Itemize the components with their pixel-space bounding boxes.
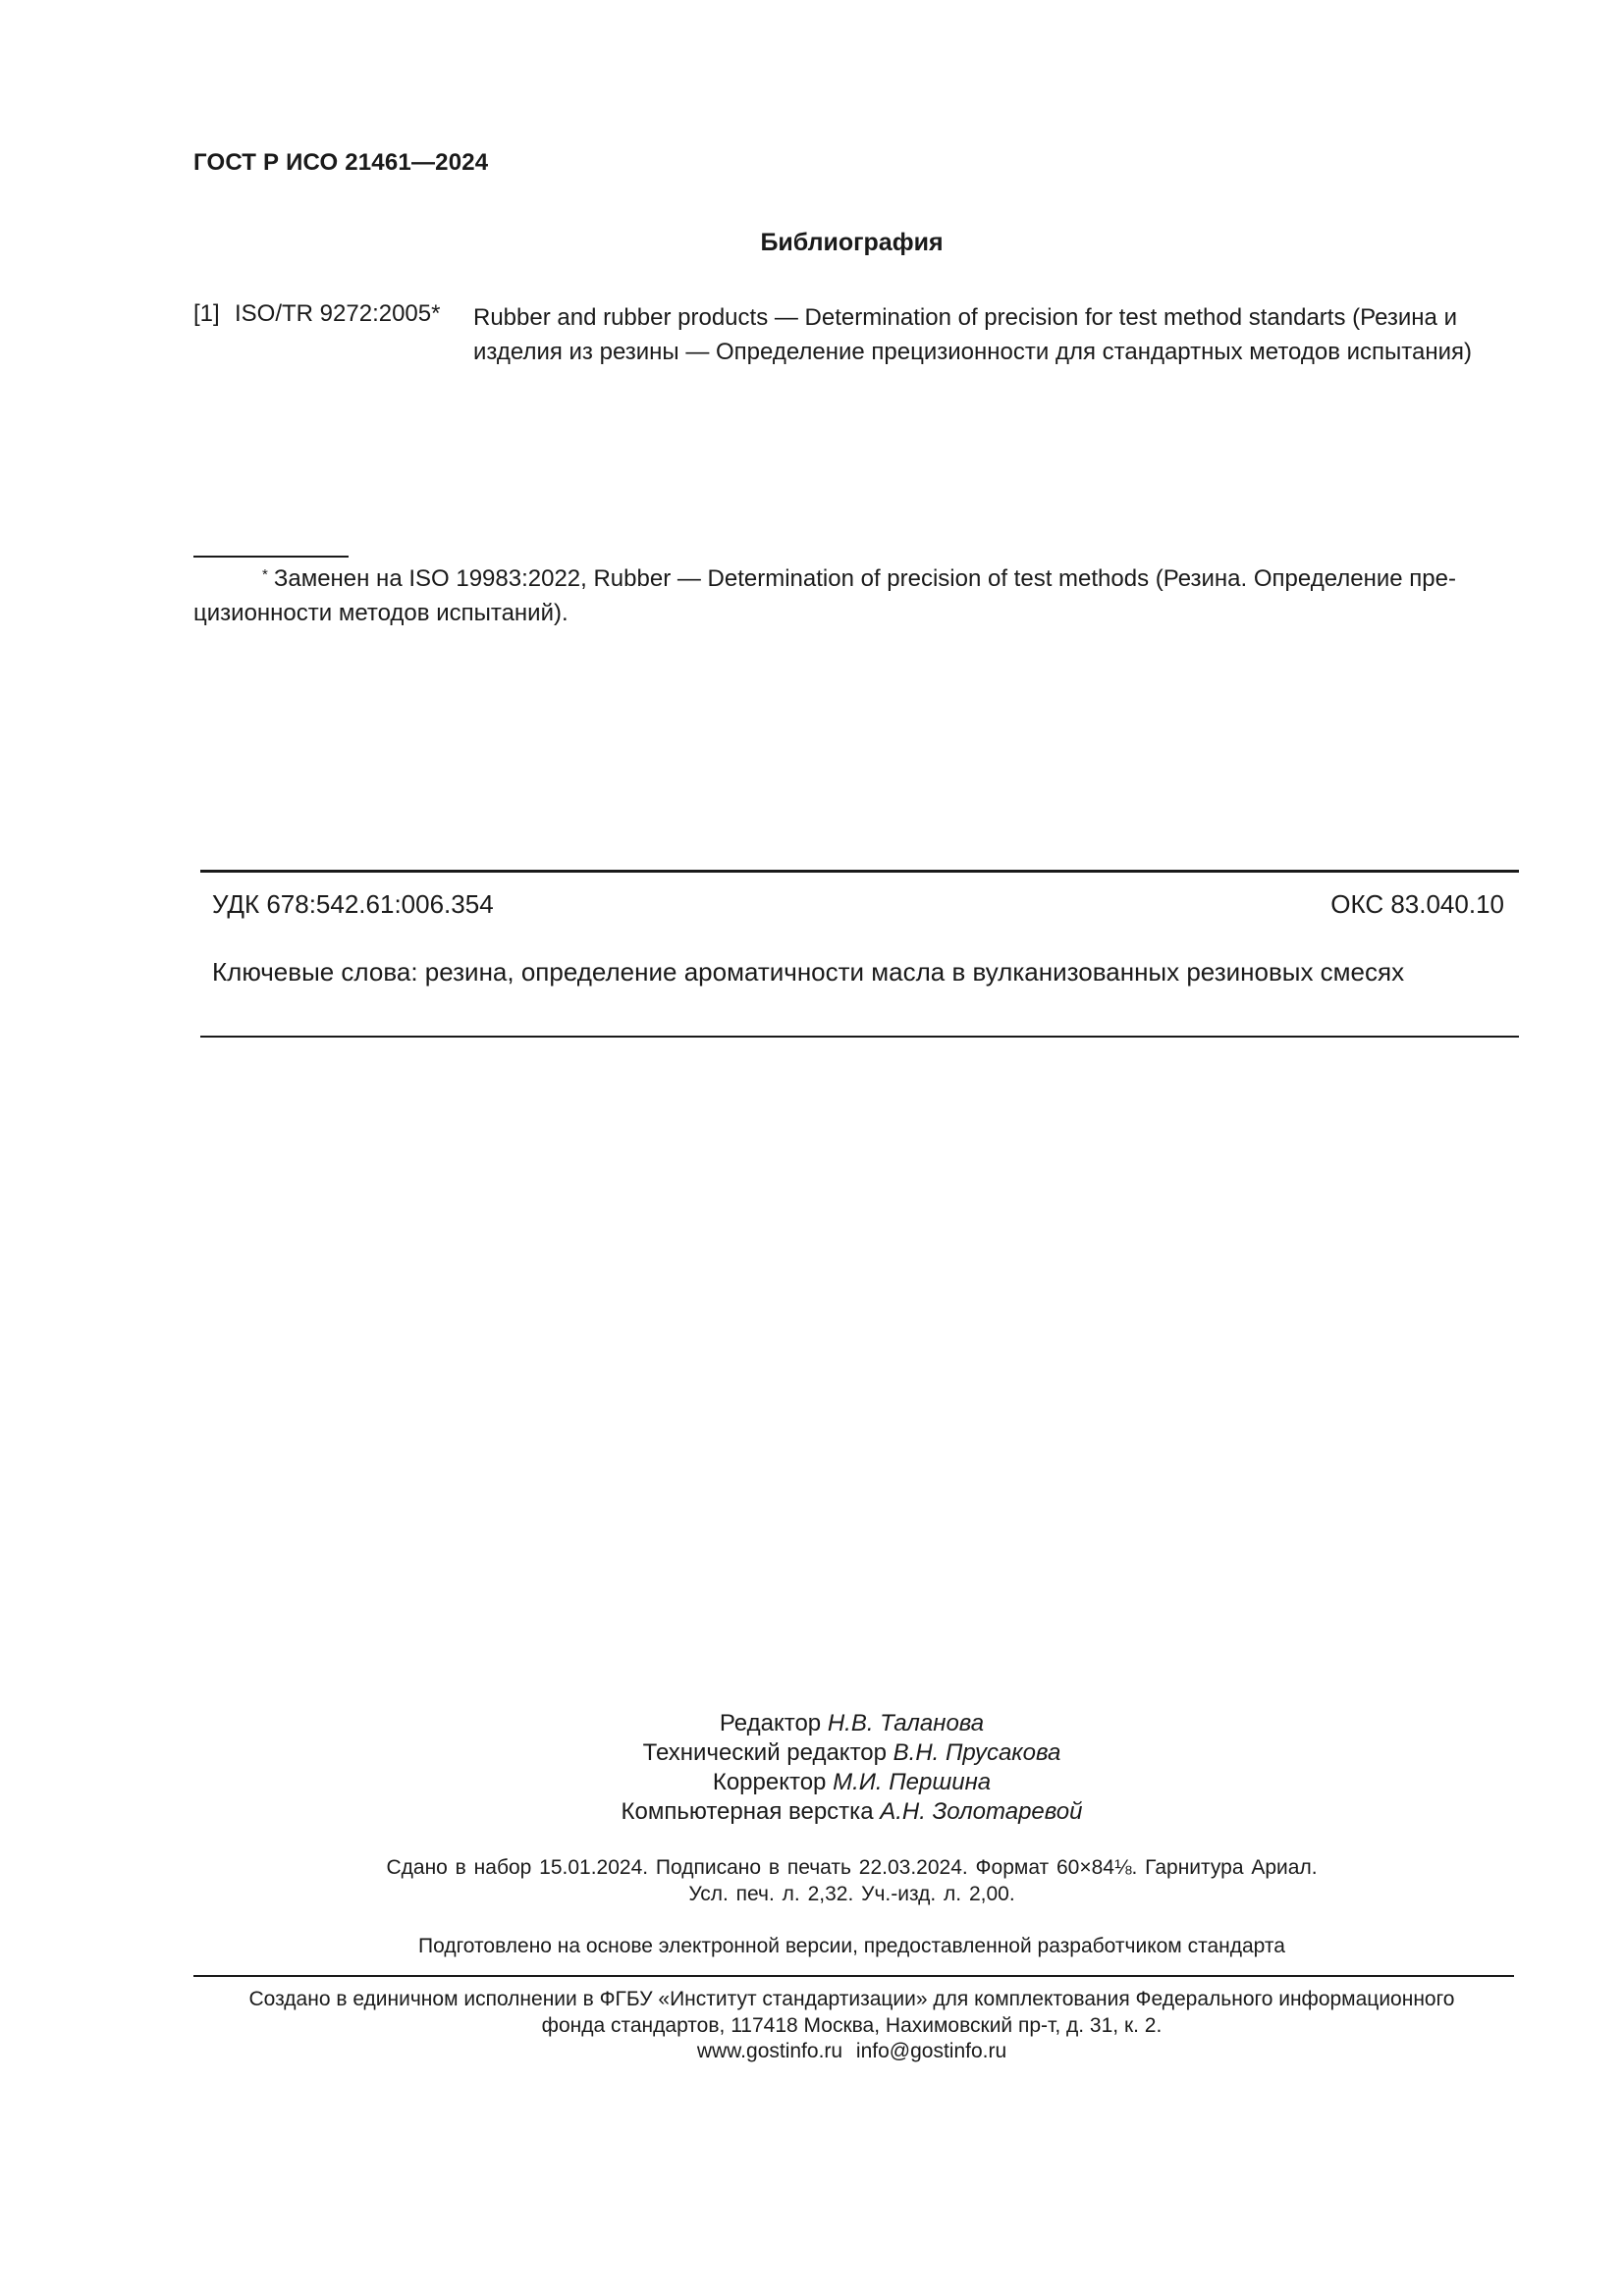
classification-bottom-rule (200, 1036, 1519, 1038)
imprint-contacts: www.gostinfo.ru info@gostinfo.ru (696, 2040, 1007, 2062)
bibliography-entry-text: Rubber and rubber products — Determination of precision for test method standarts (Резина и изделия из резины — Определение прецизионности для стандартных методов испытания) (473, 304, 1473, 365)
imprint-line2: фонда стандартов, 117418 Москва, Нахимовский пр-т, д. 31, к. 2. (541, 2014, 1163, 2037)
footnote-mark: * (262, 566, 268, 583)
credit-person: Н.В. Таланова (827, 1710, 985, 1736)
footnote-separator (193, 556, 349, 558)
footnote-text-line1: Заменен на ISO 19983:2022, Rubber — Determination of precision of test methods (Резина. Определение пре- (273, 565, 1456, 592)
imprint-rule (193, 1975, 1514, 1977)
classification-top-rule (200, 870, 1519, 873)
bibliography-entry-code: ISO/TR 9272:2005* (235, 300, 441, 327)
credit-role: Корректор (712, 1769, 827, 1795)
credit-layout (0, 1798, 1624, 1826)
document-code-header: ГОСТ Р ИСО 21461—2024 (193, 149, 489, 176)
footnote-text-line2: цизионности методов испытаний). (193, 600, 568, 626)
credit-proofreader (0, 1769, 1624, 1796)
udk-code: УДК 678:542.61:006.354 (212, 889, 494, 919)
credit-editor (0, 1710, 1624, 1737)
credit-person: В.Н. Прусакова (893, 1739, 1061, 1766)
bibliography-title: Библиография (760, 229, 944, 256)
prepared-note: Подготовлено на основе электронной версии, предоставленной разработчиком стандарта (418, 1935, 1285, 1957)
print-info-line2: Усл. печ. л. 2,32. Уч.-изд. л. 2,00. (688, 1883, 1015, 1905)
imprint-line1: Создано в единичном исполнении в ФГБУ «Институт стандартизации» для комплектования Федерального информационного (248, 1988, 1455, 2010)
credit-person: А.Н. Золотаревой (880, 1798, 1083, 1825)
footnote (193, 561, 1517, 630)
bibliography-entry-number: [1] (193, 300, 220, 327)
keywords: Ключевые слова: резина, определение ароматичности масла в вулканизованных резиновых смесях (212, 957, 1405, 987)
credit-role: Технический редактор (642, 1739, 887, 1766)
credit-role: Компьютерная верстка (621, 1798, 874, 1825)
credit-technical-editor (0, 1739, 1624, 1767)
credit-person: М.И. Першина (833, 1769, 992, 1795)
credit-role: Редактор (719, 1710, 822, 1736)
oks-code: ОКС 83.040.10 (1330, 889, 1504, 919)
print-info-line1: Сдано в набор 15.01.2024. Подписано в печать 22.03.2024. Формат 60×84⅛. Гарнитура Ариал. (386, 1856, 1318, 1879)
